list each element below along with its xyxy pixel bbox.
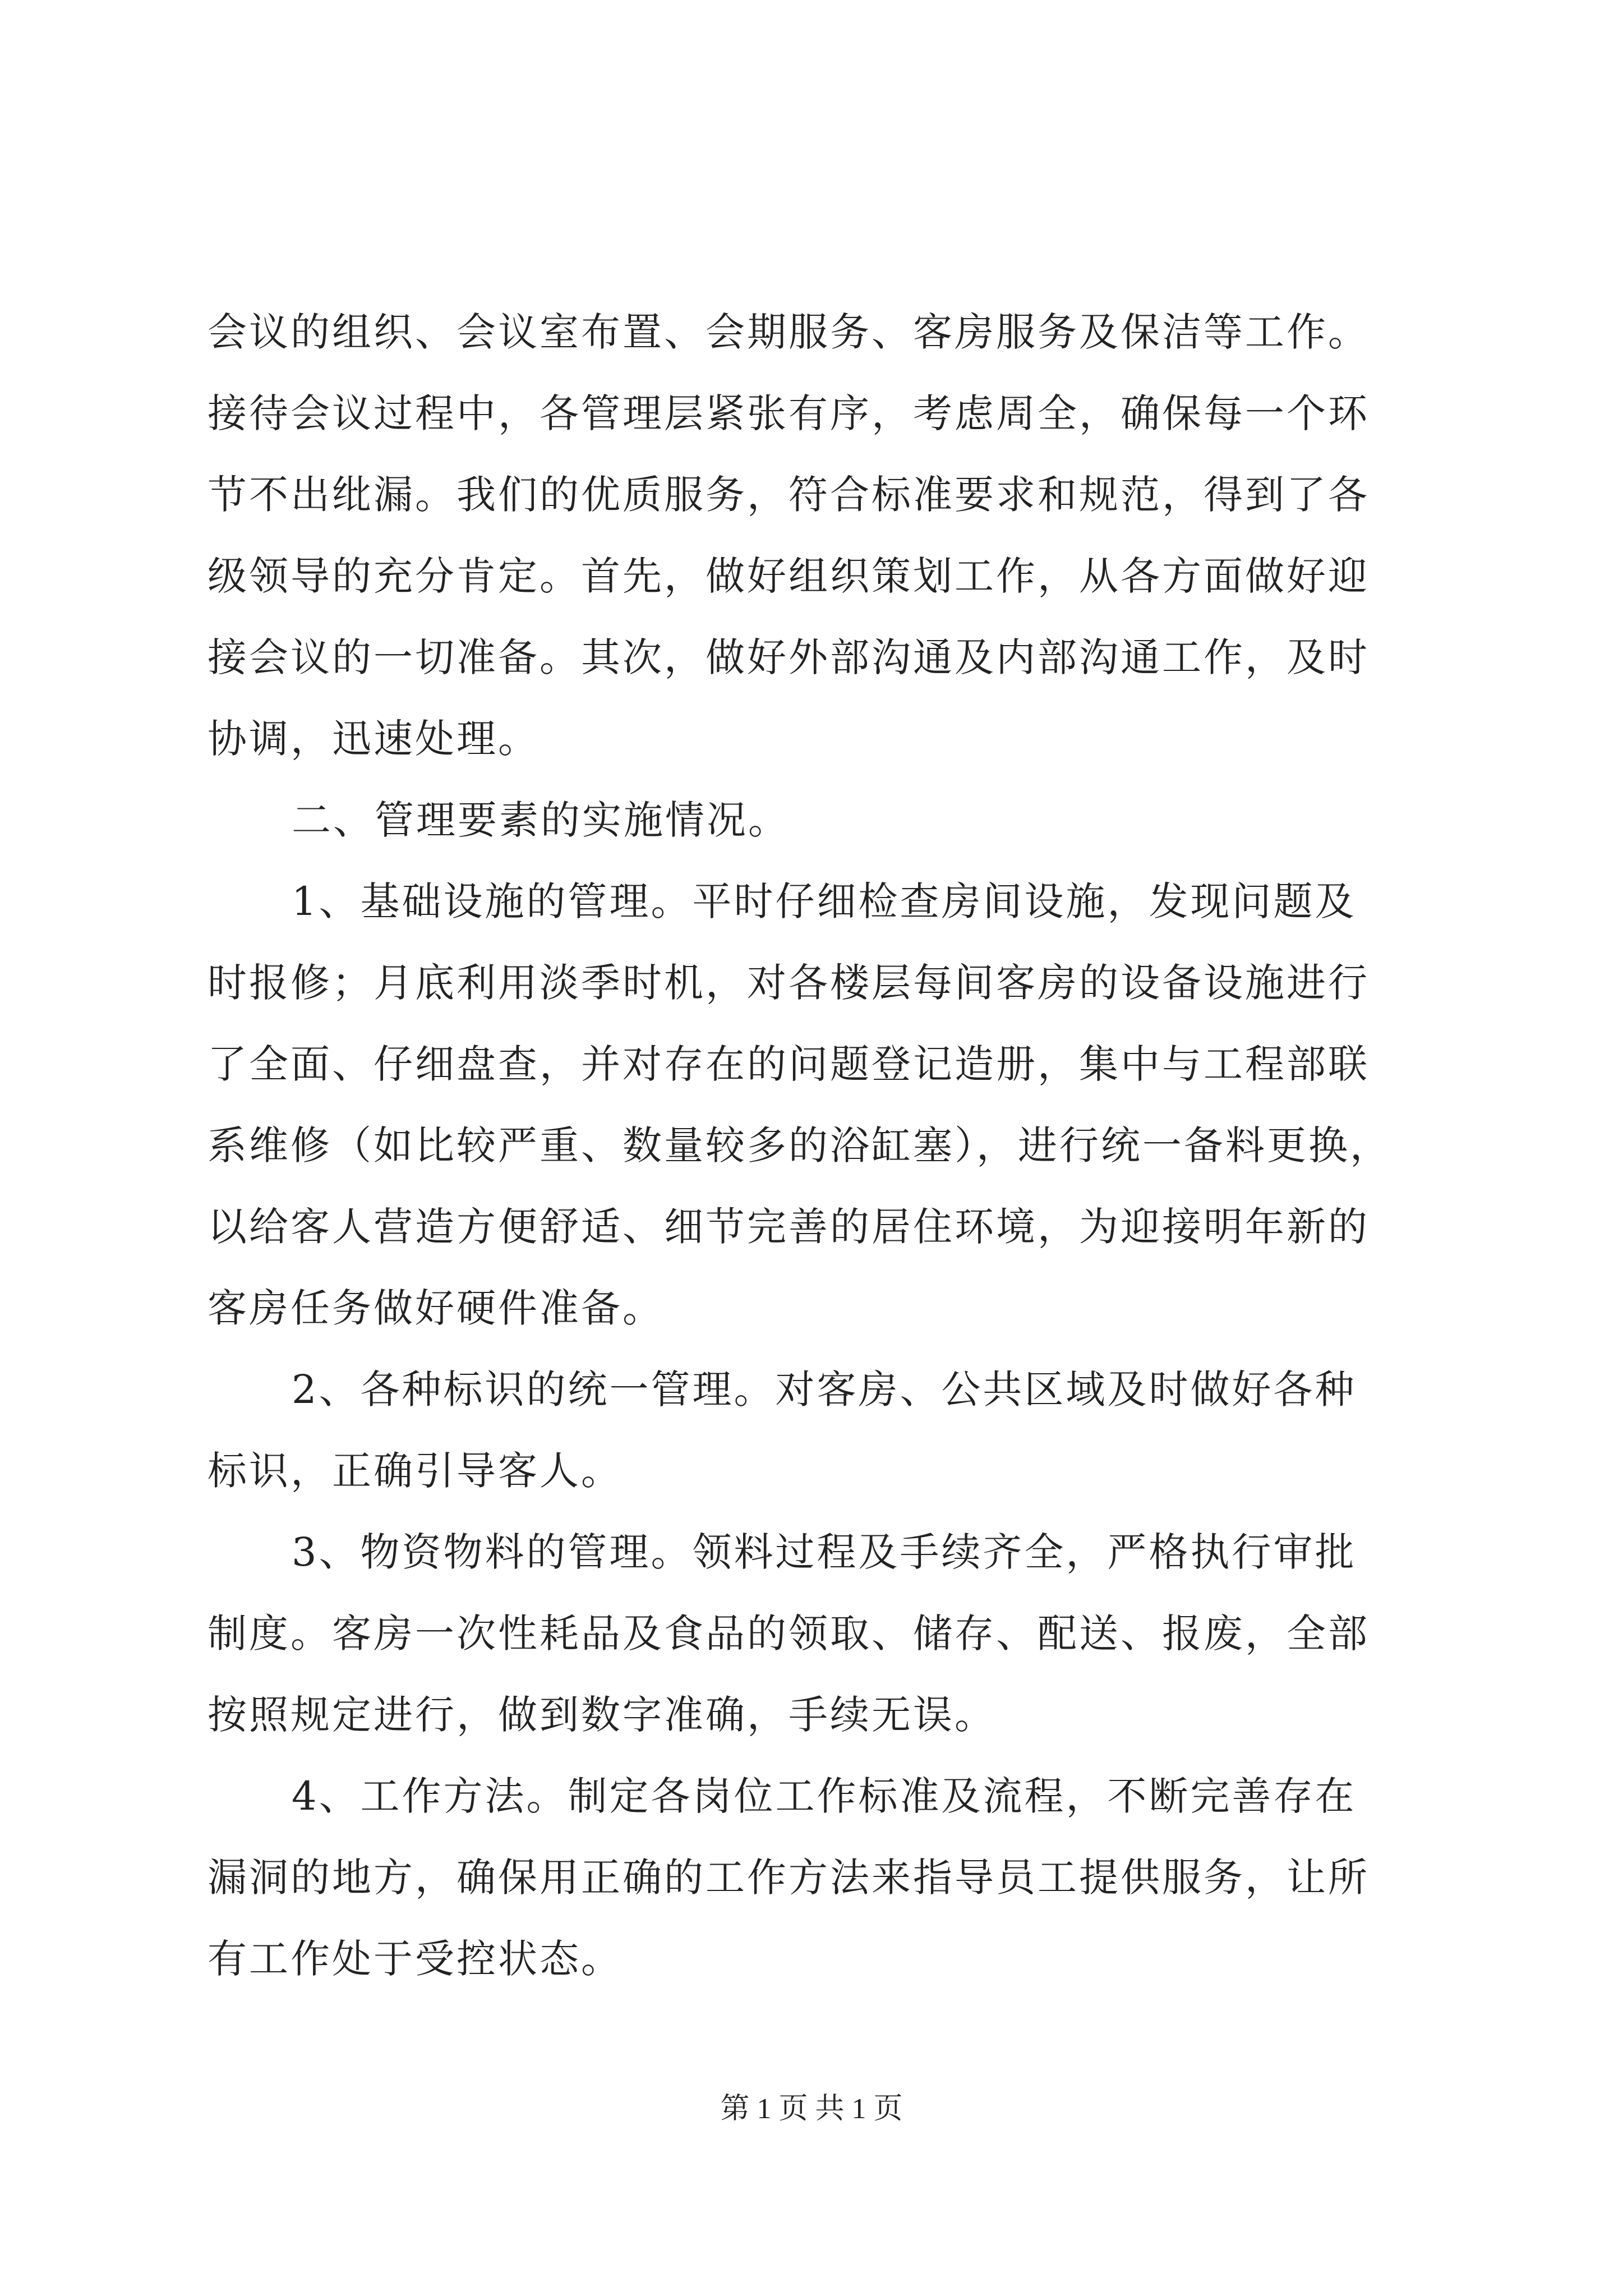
paragraph-1-line-1: 会议的组织、会议室布置、会期服务、客房服务及保洁等工作。 — [208, 309, 1370, 355]
section-heading: 二、管理要素的实施情况。 — [292, 797, 790, 843]
item-4-line-1: 4、工作方法。制定各岗位工作标准及流程，不断完善存在 — [292, 1773, 1357, 1819]
item-1-line-6: 客房任务做好硬件准备。 — [208, 1285, 664, 1331]
page-footer: 第 1 页 共 1 页 — [720, 2093, 903, 2125]
item-1-line-3: 了全面、仔细盘查，并对存在的问题登记造册，集中与工程部联 — [208, 1041, 1370, 1087]
item-2-line-2: 标识，正确引导客人。 — [208, 1448, 623, 1494]
item-3-line-2: 制度。客房一次性耗品及食品的领取、储存、配送、报废，全部 — [208, 1611, 1370, 1657]
paragraph-1-line-2: 接待会议过程中，各管理层紧张有序，考虑周全，确保每一个环 — [208, 390, 1370, 436]
item-3-line-1: 3、物资物料的管理。领料过程及手续齐全，严格执行审批 — [292, 1529, 1357, 1575]
paragraph-1-line-6: 协调，迅速处理。 — [208, 716, 540, 762]
item-4-line-2: 漏洞的地方，确保用正确的工作方法来指导员工提供服务，让所 — [208, 1855, 1370, 1901]
item-3-line-3: 按照规定进行，做到数字准确，手续无误。 — [208, 1692, 996, 1738]
item-4-line-3: 有工作处于受控状态。 — [208, 1936, 623, 1982]
document-body — [208, 292, 1458, 2000]
item-1-line-4: 系维修（如比较严重、数量较多的浴缸塞），进行统一备料更换， — [208, 1122, 1391, 1168]
item-1-line-1: 1、基础设施的管理。平时仔细检查房间设施，发现问题及 — [292, 878, 1357, 924]
item-1-line-5: 以给客人营造方便舒适、细节完善的居住环境，为迎接明年新的 — [208, 1204, 1370, 1250]
paragraph-1-line-4: 级领导的充分肯定。首先，做好组织策划工作，从各方面做好迎 — [208, 553, 1370, 599]
paragraph-1-line-5: 接会议的一切准备。其次，做好外部沟通及内部沟通工作，及时 — [208, 634, 1370, 680]
paragraph-1-line-3: 节不出纰漏。我们的优质服务，符合标准要求和规范，得到了各 — [208, 472, 1370, 518]
item-1-line-2: 时报修；月底利用淡季时机，对各楼层每间客房的设备设施进行 — [208, 960, 1370, 1006]
item-2-line-1: 2、各种标识的统一管理。对客房、公共区域及时做好各种 — [292, 1366, 1357, 1412]
